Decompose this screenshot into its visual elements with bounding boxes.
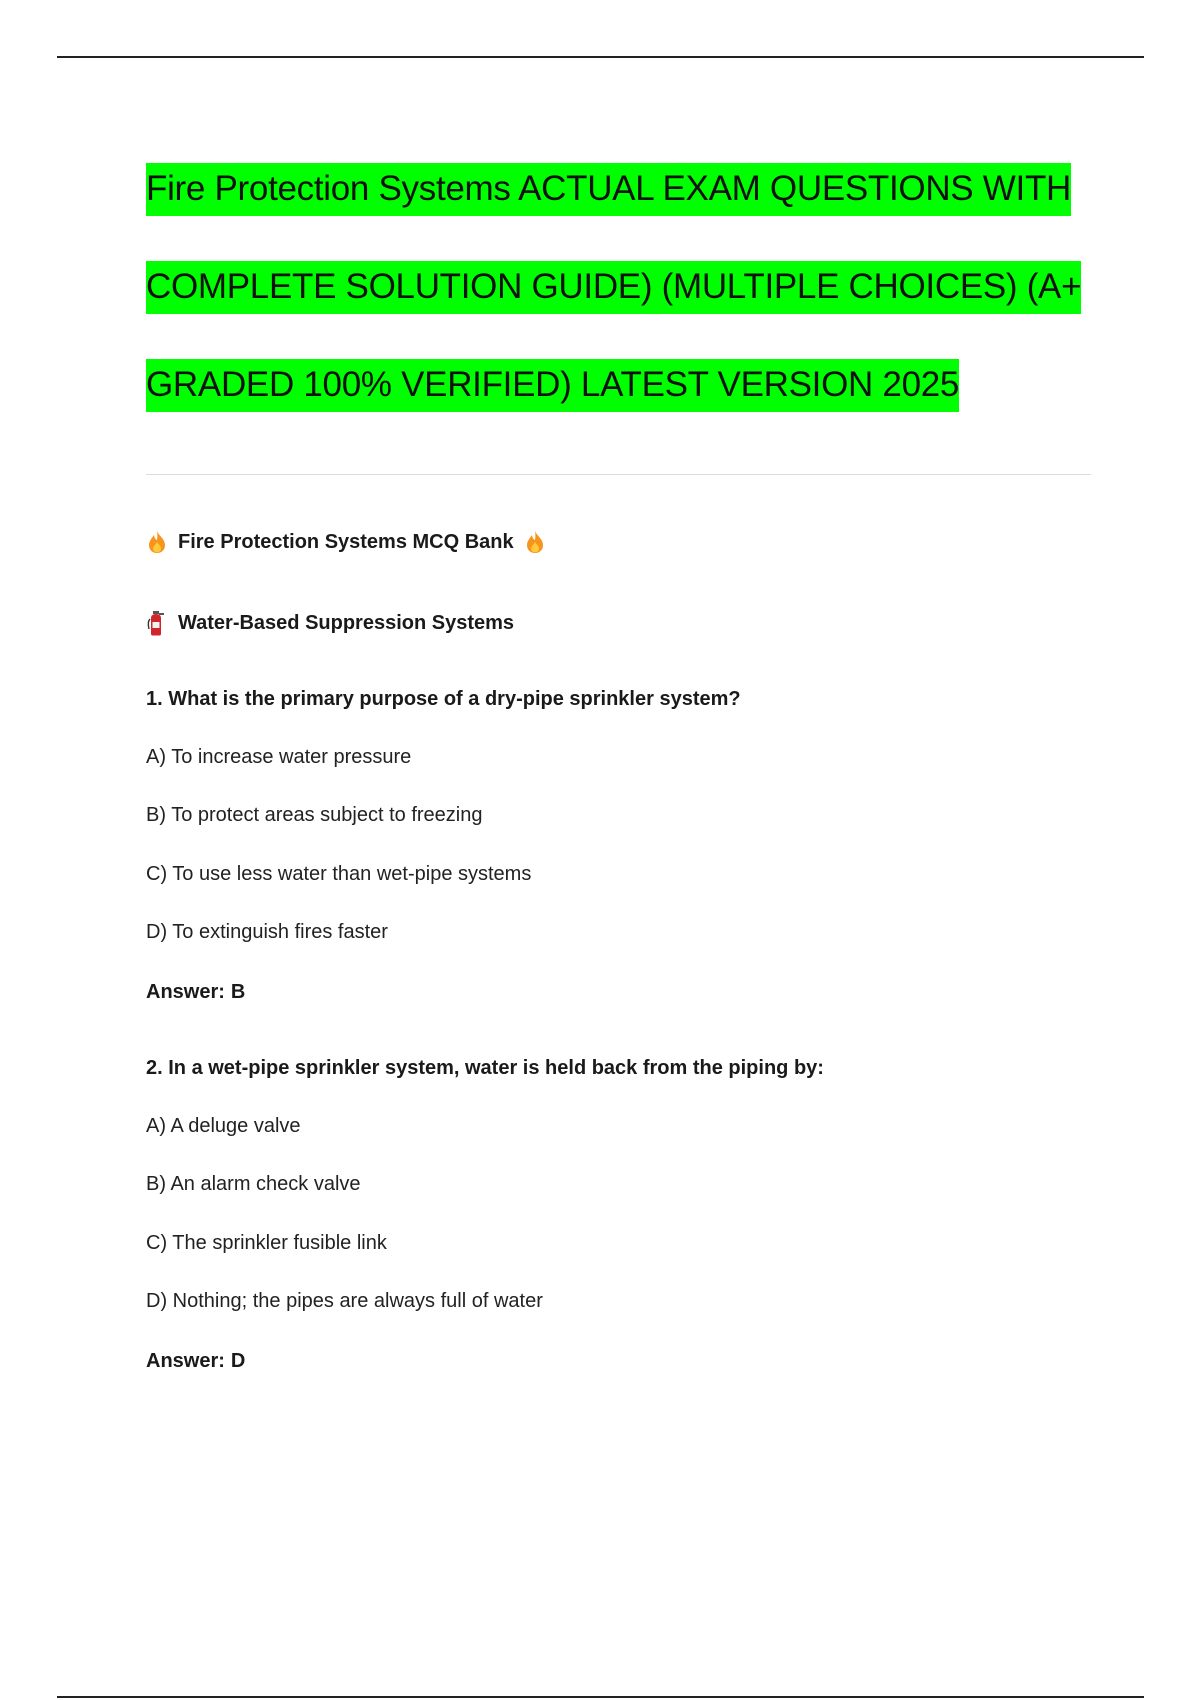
- section-heading-text: Water-Based Suppression Systems: [178, 611, 515, 634]
- answer-option: B) An alarm check valve: [146, 1173, 361, 1195]
- answer-option: A) A deluge valve: [146, 1115, 301, 1137]
- title-highlight: COMPLETE SOLUTION GUIDE) (MULTIPLE CHOICES) (A+: [146, 261, 1081, 314]
- answer-option: C) To use less water than wet-pipe systems: [146, 863, 532, 885]
- answer-value: D: [230, 1350, 246, 1372]
- title-line: [146, 336, 1096, 434]
- answer-label: Answer:: [146, 1350, 225, 1372]
- title-highlight: GRADED 100% VERIFIED) LATEST VERSION 2025: [146, 359, 959, 412]
- section-heading: [146, 608, 1096, 638]
- answer-option: C) The sprinkler fusible link: [146, 1232, 387, 1254]
- answer-option: D) Nothing; the pipes are always full of water: [146, 1290, 543, 1312]
- answer-line: [146, 1346, 1096, 1376]
- answer-option: B) To protect areas subject to freezing: [146, 804, 483, 826]
- answer-value: B: [230, 981, 246, 1003]
- mcq-bank-heading: [146, 527, 1096, 557]
- page-bottom-rule: [57, 1696, 1144, 1698]
- page-top-rule: [57, 56, 1144, 58]
- answer-line: [146, 977, 1096, 1007]
- title-line: [146, 238, 1096, 336]
- fire-extinguisher-icon: [146, 610, 168, 636]
- title-line: [146, 140, 1096, 238]
- answer-option: D) To extinguish fires faster: [146, 921, 388, 943]
- answer-label: Answer:: [146, 981, 225, 1003]
- document-title: [146, 140, 1096, 434]
- fire-icon: [524, 530, 546, 554]
- title-highlight: Fire Protection Systems ACTUAL EXAM QUESTIONS WITH: [146, 163, 1071, 216]
- document-body: [146, 140, 1096, 1376]
- fire-icon: [146, 530, 168, 554]
- question-text: 1. What is the primary purpose of a dry-pipe sprinkler system?: [146, 688, 741, 710]
- mcq-bank-heading-text: Fire Protection Systems MCQ Bank: [178, 530, 514, 553]
- answer-option: A) To increase water pressure: [146, 746, 412, 768]
- question-text: 2. In a wet-pipe sprinkler system, water is held back from the piping by:: [146, 1057, 824, 1079]
- section-divider: [146, 474, 1091, 475]
